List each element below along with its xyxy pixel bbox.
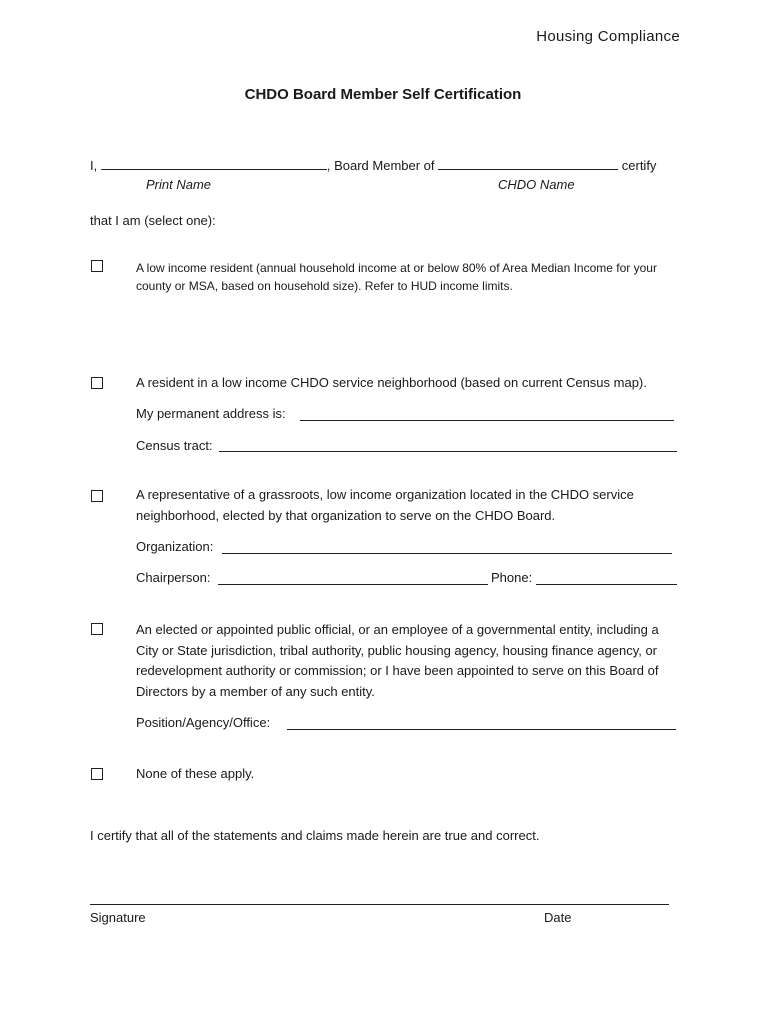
option-2-checkbox[interactable] — [91, 377, 103, 389]
option-4-checkbox[interactable] — [91, 623, 103, 635]
signature-label: Signature — [90, 910, 146, 925]
option-4-text: An elected or appointed public official, or an employee of a governmental entity, including a City or State jurisdiction, tribal authority, public housing agency, housing finance agency, or redevelopment authority or commission; or I have been appointed to serve on this Board of Directors by a member of any such entity. — [136, 622, 659, 699]
option-5-text: None of these apply. — [136, 766, 255, 781]
certification-statement: I certify that all of the statements and claims made herein are true and correct. — [90, 828, 540, 843]
chdo-name-label: CHDO Name — [498, 177, 575, 192]
date-label: Date — [544, 910, 572, 925]
print-name-label: Print Name — [146, 177, 212, 192]
permanent-address-label: My permanent address is: — [136, 406, 286, 421]
position-agency-office-field[interactable] — [287, 729, 676, 730]
option-2-text: A resident in a low income CHDO service neighborhood (based on current Census map). — [136, 375, 647, 390]
position-agency-office-label: Position/Agency/Office: — [136, 715, 271, 730]
option-1-text: A low income resident (annual household income at or below 80% of Area Median Income for your county or MSA, based on household size). Refer to HUD income limits. — [136, 261, 657, 293]
board-member-of-text: , Board Member of — [326, 158, 435, 173]
chairperson-field[interactable] — [218, 584, 488, 585]
select-prompt: that I am (select one): — [90, 213, 216, 228]
option-3-text: A representative of a grassroots, low income organization located in the CHDO service neighborhood, elected by that organization to serve on the CHDO Board. — [136, 487, 634, 523]
option-5-checkbox[interactable] — [91, 768, 103, 780]
census-tract-label: Census tract: — [136, 438, 213, 453]
chdo-name-field[interactable] — [438, 157, 618, 170]
chairperson-label: Chairperson: — [136, 570, 211, 585]
census-tract-field[interactable] — [219, 451, 677, 452]
phone-field[interactable] — [536, 584, 677, 585]
print-name-field[interactable] — [101, 157, 327, 170]
intro-prefix: I, — [90, 158, 98, 173]
permanent-address-field[interactable] — [300, 420, 674, 421]
option-1-checkbox[interactable] — [91, 260, 103, 272]
signature-line[interactable] — [90, 904, 669, 905]
intro-line — [90, 157, 656, 173]
phone-label: Phone: — [491, 570, 533, 585]
organization-label: Organization: — [136, 539, 214, 554]
option-3-checkbox[interactable] — [91, 490, 103, 502]
page-title: CHDO Board Member Self Certification — [244, 86, 522, 103]
certify-text: certify — [621, 158, 657, 173]
organization-field[interactable] — [222, 553, 672, 554]
header-brand: Housing Compliance — [536, 28, 680, 45]
